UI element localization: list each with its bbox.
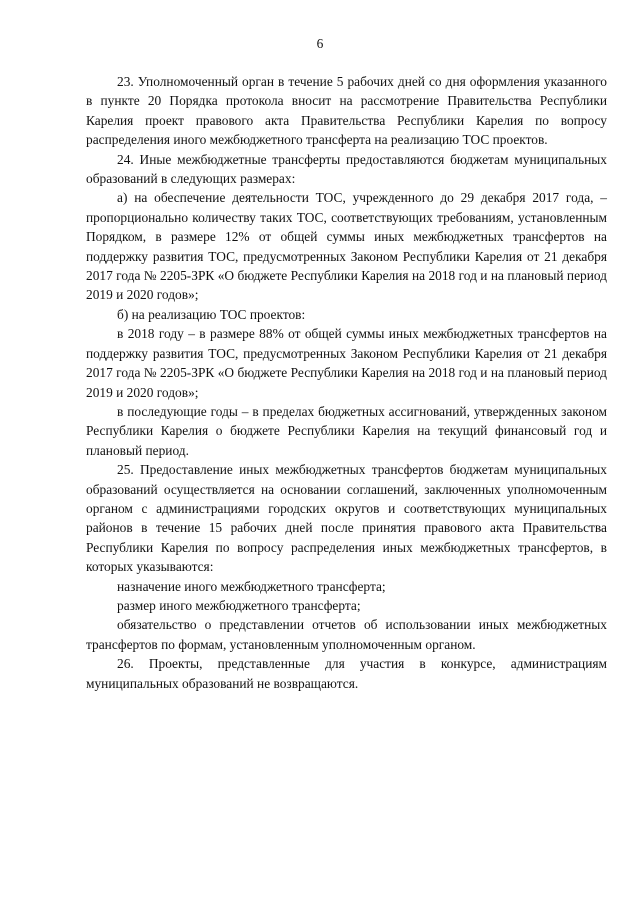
paragraph-25-item-reports: обязательство о представлении отчетов об использовании иных межбюджетных трансфертов по формам, установленным уполномоченным органом. bbox=[86, 617, 607, 652]
paragraph-24-b: б) на реализацию ТОС проектов: bbox=[117, 306, 306, 322]
paragraph-25-item-purpose: назначение иного межбюджетного трансферта; bbox=[117, 578, 386, 594]
paragraph-23: 23. Уполномоченный орган в течение 5 рабочих дней со дня оформления указанного в пункте 20 Порядка протокола вносит на рассмотрение Правительства Республики Карелия проект правового акта Правительства Республики Карелия по вопросу распределения иного межбюджетного трансферта на реализацию ТОС проектов. bbox=[86, 74, 607, 148]
paragraph-24-b-2018: в 2018 году – в размере 88% от общей суммы иных межбюджетных трансфертов на поддержку развития ТОС, предусмотренных Законом Республики Карелия от 21 декабря 2017 года № 2205-ЗРК «О бюджете Республики Карелия на 2018 год и на плановый период 2019 и 2020 годов»; bbox=[86, 326, 607, 400]
paragraph-24-a: а) на обеспечение деятельности ТОС, учрежденного до 29 декабря 2017 года, – пропорционально количеству таких ТОС, соответствующих требованиям, установленным Порядком, в размере 12% от общей суммы иных межбюджетных трансфертов на поддержку развития ТОС, предусмотренных Законом Республики Карелия от 21 декабря 2017 года № 2205-ЗРК «О бюджете Республики Карелия на 2018 год и на плановый период 2019 и 2020 годов»; bbox=[86, 190, 607, 303]
paragraph-24-b-later-years: в последующие годы – в пределах бюджетных ассигнований, утвержденных законом Республики Карелия о бюджете Республики Карелия на текущий финансовый год и плановый период. bbox=[86, 403, 607, 458]
page-number: 6 bbox=[316, 36, 324, 51]
paragraph-25: 25. Предоставление иных межбюджетных трансфертов бюджетам муниципальных образований осуществляется на основании соглашений, заключенных уполномоченным органом с администрациями городских округов и соответствующих муниципальных районов в течение 15 рабочих дней после принятия правового акта Правительства Республики Карелия по вопросу распределения иных межбюджетных трансфертов, в которых указываются: bbox=[86, 462, 607, 575]
paragraph-26: 26. Проекты, представленные для участия в конкурсе, администрациям муниципальных образований не возвращаются. bbox=[86, 656, 607, 691]
paragraph-24: 24. Иные межбюджетные трансферты предоставляются бюджетам муниципальных образований в следующих размерах: bbox=[86, 151, 607, 187]
paragraph-25-item-amount: размер иного межбюджетного трансферта; bbox=[117, 597, 361, 613]
document-body bbox=[86, 72, 607, 693]
